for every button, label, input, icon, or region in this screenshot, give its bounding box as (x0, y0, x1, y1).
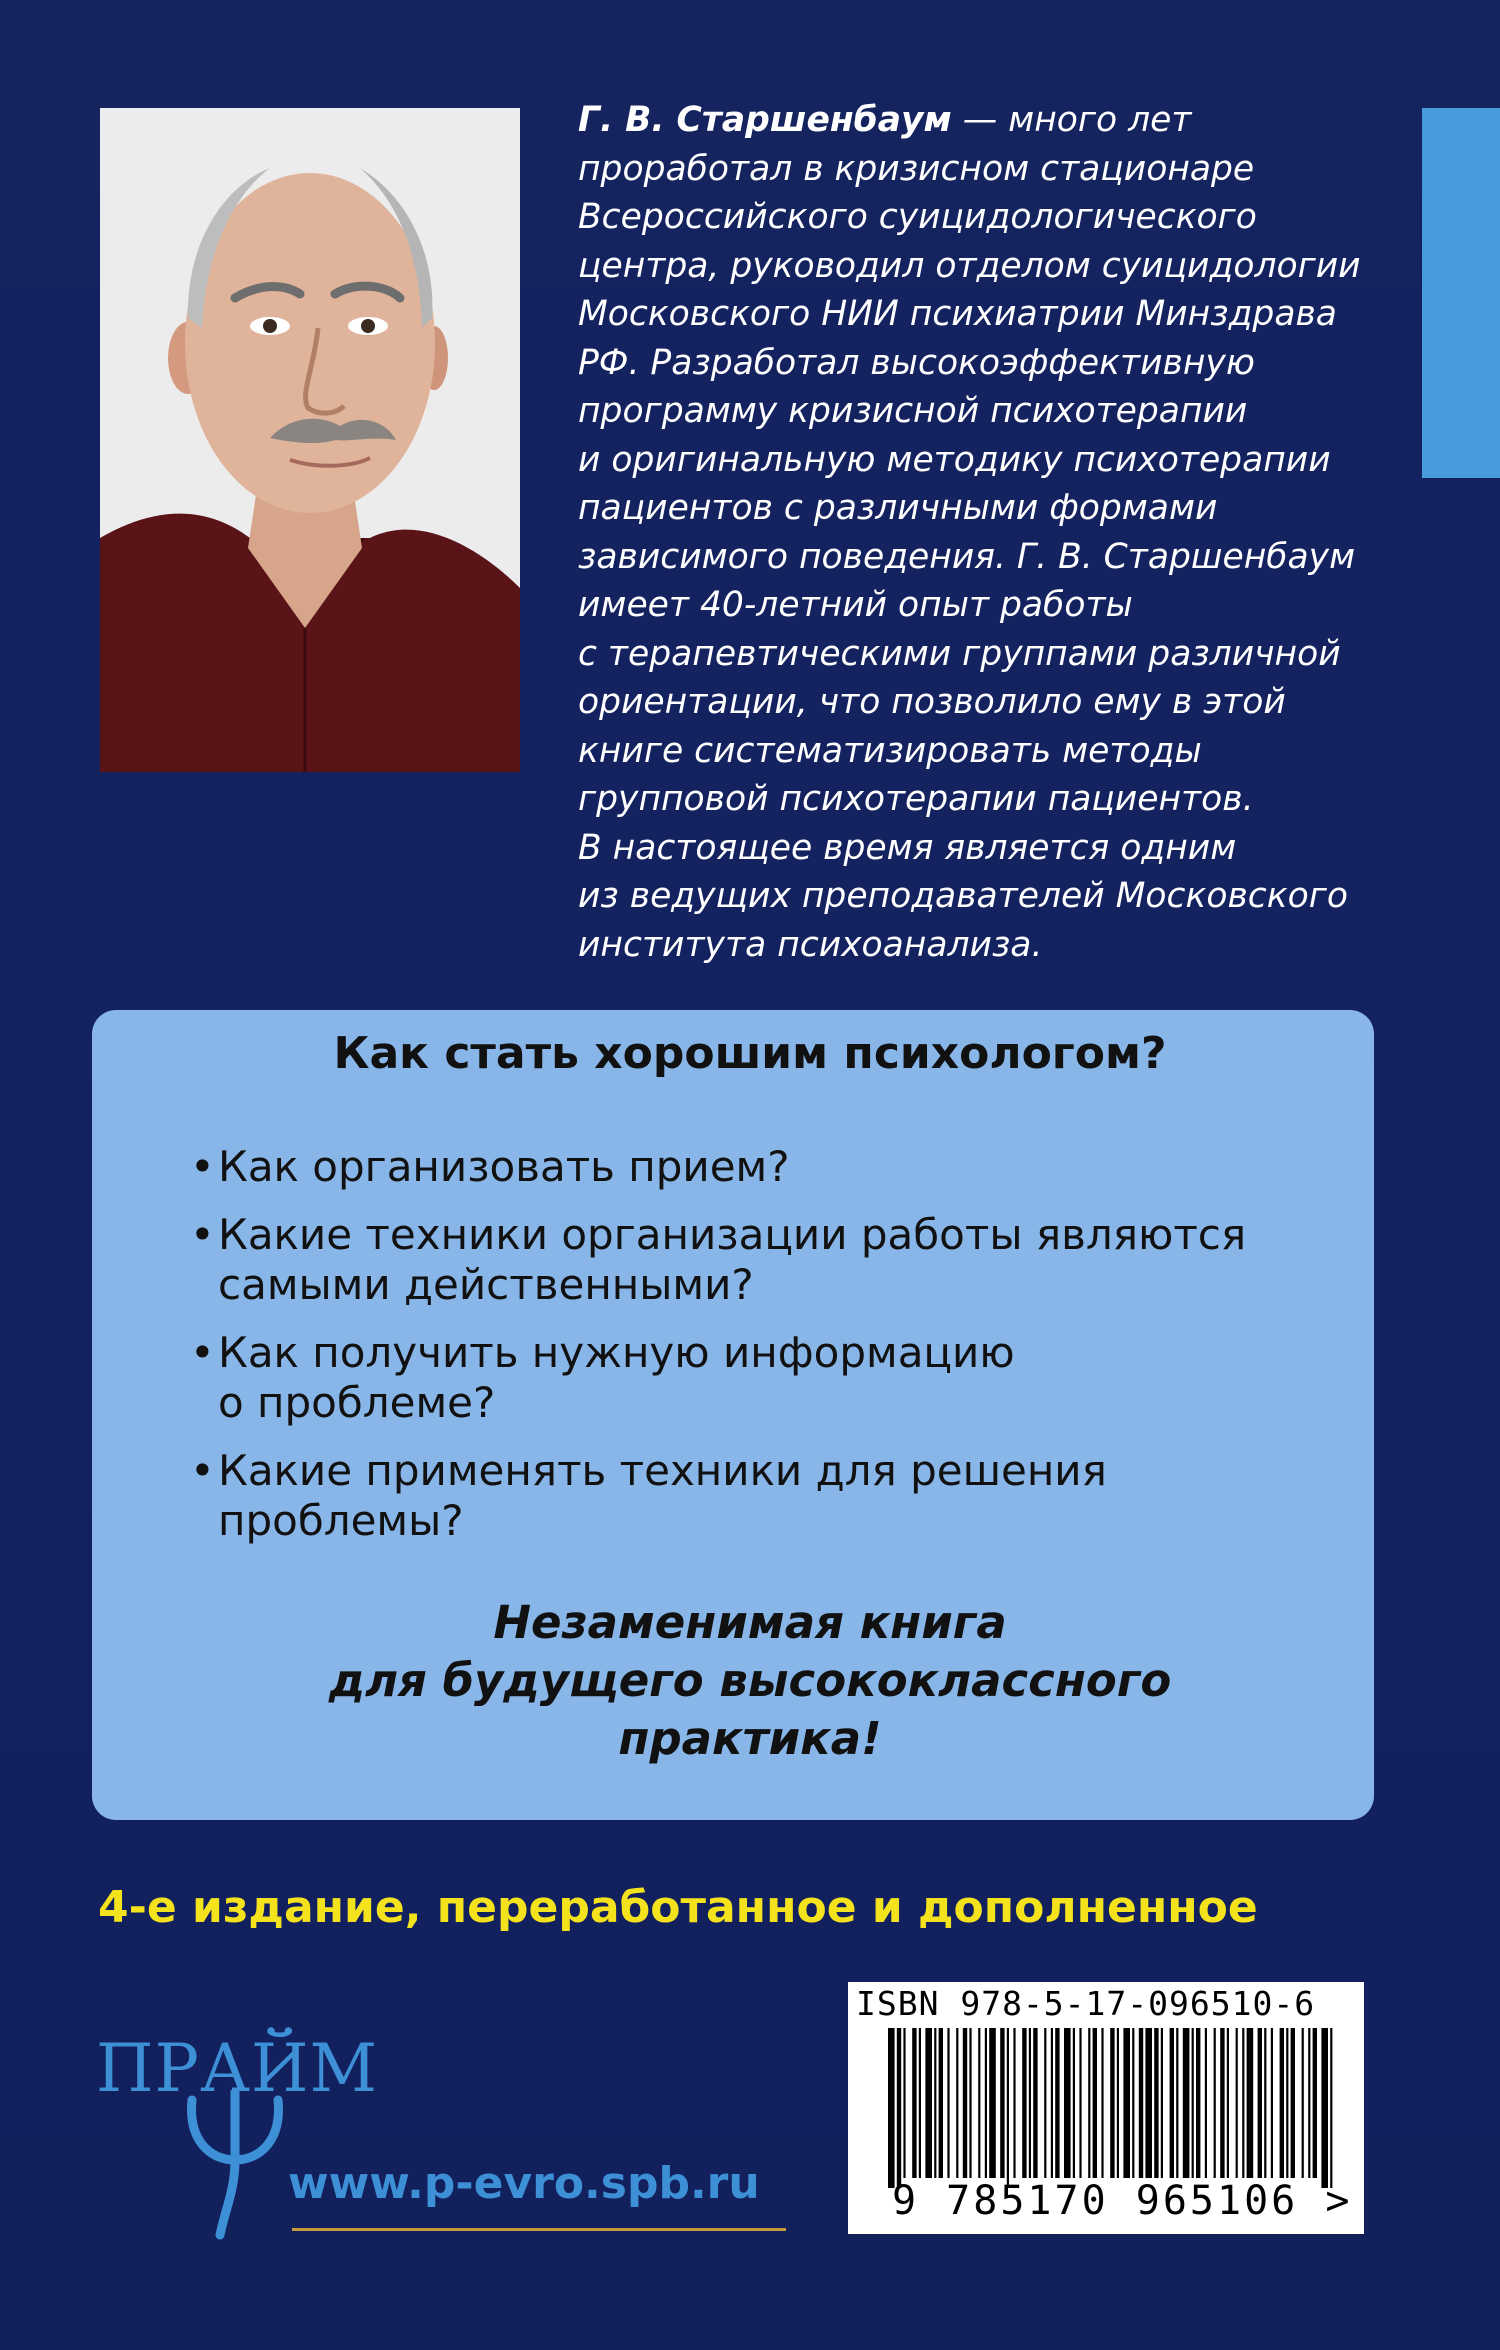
list-item (190, 1328, 1310, 1428)
question-text: проблемы? (218, 1496, 464, 1545)
list-item (190, 1210, 1310, 1310)
ean-text: 9 785170 965106 > (892, 2178, 1353, 2224)
bio-line: с терапевтическими группами различной (578, 633, 1341, 674)
bio-line: центра, руководил отделом суицидологии (578, 245, 1361, 286)
question-text: Какие применять техники для решения (218, 1446, 1107, 1495)
bio-line: Московского НИИ психиатрии Минздрава (578, 294, 1337, 334)
bullet-icon: • (190, 1210, 215, 1259)
bio-line: программу кризисной психотерапии (578, 391, 1248, 431)
author-name: Г. В. Старшенбаум (578, 100, 952, 140)
tagline-line: Незаменимая книга (493, 1596, 1007, 1649)
psi-logo-icon (180, 2090, 290, 2244)
bio-line: Всероссийского суицидологического (578, 197, 1257, 237)
bio-line: проработал в кризисном стационаре (578, 148, 1255, 189)
question-text: о проблеме? (218, 1378, 496, 1427)
panel-title: Как стать хорошим психологом? (333, 1028, 1167, 1079)
bio-line: института психоанализа. (578, 924, 1043, 965)
bullet-icon: • (190, 1328, 215, 1377)
bio-line: зависимого поведения. Г. В. Старшенбаум (578, 536, 1356, 577)
publisher-logo: ПРАЙМ (96, 2030, 379, 2107)
bullet-icon: • (190, 1446, 215, 1495)
tagline (0, 1594, 1500, 1768)
bullet-icon: • (190, 1142, 215, 1191)
website-underline (292, 2228, 786, 2231)
question-text: Как организовать прием? (218, 1142, 790, 1191)
publisher-website-link[interactable]: www.p-evro.spb.ru (288, 2158, 760, 2209)
bio-line: ориентации, что позволило ему в этой (578, 682, 1286, 722)
bio-line: из ведущих преподавателей Московского (578, 876, 1348, 916)
question-list (190, 1142, 1310, 1564)
list-item (190, 1446, 1310, 1546)
question-text: самыми действенными? (218, 1260, 754, 1309)
bio-line: пациентов с различными формами (578, 488, 1218, 528)
question-text: Какие техники организации работы являются (218, 1210, 1247, 1259)
list-item (190, 1142, 1310, 1192)
bio-line: В настоящее время является одним (578, 827, 1237, 868)
bio-line: групповой психотерапии пациентов. (578, 779, 1254, 819)
bio-line: и оригинальную методику психотерапии (578, 439, 1331, 480)
bio-line: книге систематизировать методы (578, 730, 1202, 771)
bio-line: Г. В. Старшенбаум — много лет (578, 100, 1192, 140)
tagline-line: для будущего высококлассного (328, 1654, 1172, 1707)
isbn-barcode (848, 1982, 1364, 2234)
author-portrait (100, 108, 520, 772)
bio-line: РФ. Разработал высокоэффективную (578, 342, 1255, 383)
isbn-text: ISBN 978-5-17-096510-6 (856, 1984, 1316, 2023)
edition-note: 4-е издание, переработанное и дополненное (98, 1882, 1258, 1933)
decorative-side-tab (1422, 108, 1500, 478)
tagline-line: практика! (618, 1712, 882, 1765)
bio-line: имеет 40-летний опыт работы (578, 585, 1133, 625)
author-bio (578, 96, 1408, 969)
question-text: Как получить нужную информацию (218, 1328, 1015, 1377)
